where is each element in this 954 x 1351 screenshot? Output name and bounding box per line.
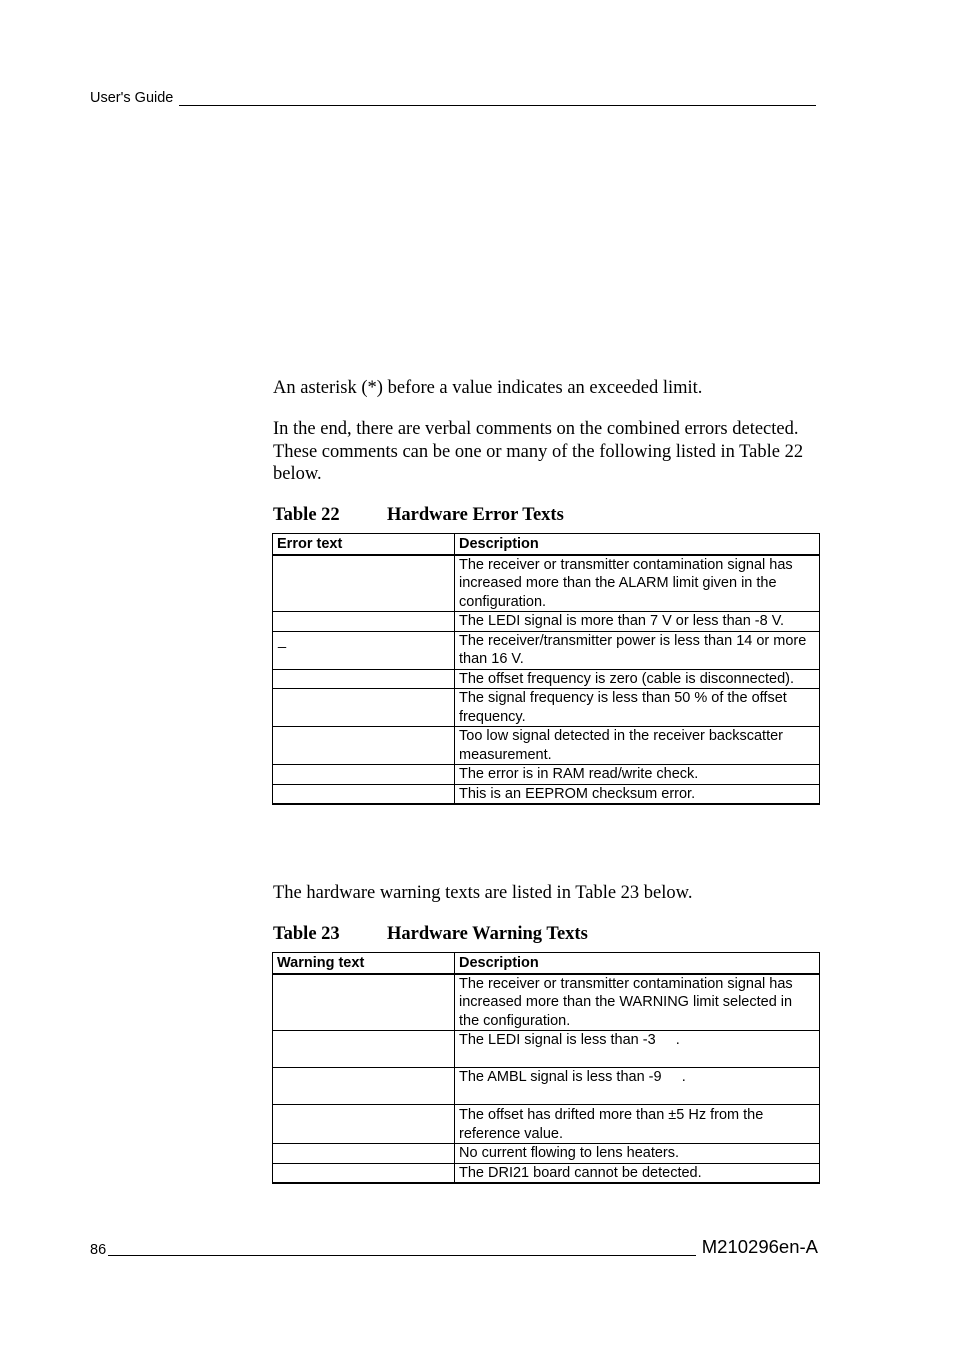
table-row xyxy=(273,689,820,727)
table22-caption xyxy=(273,505,564,526)
page-number: 86 xyxy=(90,1242,107,1258)
table-row xyxy=(273,727,820,765)
description-cell: The signal frequency is less than 50 % of the offset frequency. xyxy=(455,689,820,727)
table23-title: Hardware Warning Texts xyxy=(387,924,588,944)
warning-text-cell xyxy=(273,974,455,1031)
description-cell: The receiver/transmitter power is less than 14 or more than 16 V. xyxy=(455,631,820,669)
description-cell: The DRI21 board cannot be detected. xyxy=(455,1163,820,1183)
description-cell: The LEDI signal is less than -3 . xyxy=(455,1031,820,1068)
description-cell: The LEDI signal is more than 7 V or less than -8 V. xyxy=(455,612,820,632)
table-row xyxy=(273,1068,820,1105)
table-header-row xyxy=(273,534,820,555)
header-title: User's Guide xyxy=(90,90,174,106)
description-cell: The error is in RAM read/write check. xyxy=(455,765,820,785)
warning-text-cell xyxy=(273,1068,455,1105)
warning-text-cell xyxy=(273,1163,455,1183)
table-row xyxy=(273,555,820,612)
table-row xyxy=(273,612,820,632)
header-rule xyxy=(179,93,816,106)
error-text-cell xyxy=(273,727,455,765)
table-row xyxy=(273,1105,820,1144)
description-cell: The AMBL signal is less than -9 . xyxy=(455,1068,820,1105)
table23-number: Table 23 xyxy=(273,924,340,944)
description-cell: The receiver or transmitter contamination signal has increased more than the ALARM limit given in the configuration. xyxy=(455,555,820,612)
table22-title: Hardware Error Texts xyxy=(387,505,564,525)
column-header-description: Description xyxy=(455,953,820,974)
table-header-row xyxy=(273,953,820,974)
error-text-cell xyxy=(273,612,455,632)
column-header-warning-text: Warning text xyxy=(273,953,455,974)
hardware-warning-table xyxy=(272,952,820,1184)
table-row xyxy=(273,631,820,669)
table-row xyxy=(273,784,820,804)
warning-text-cell xyxy=(273,1105,455,1144)
document-code: M210296en-A xyxy=(701,1236,818,1257)
warning-text-cell xyxy=(273,1144,455,1164)
table-row xyxy=(273,1144,820,1164)
paragraph-verbal-comments: In the end, there are verbal comments on the combined errors detected. These comments can be one or many of the following listed in Table 22 below. xyxy=(273,419,804,484)
table-row xyxy=(273,1031,820,1068)
table-row xyxy=(273,765,820,785)
error-text-cell xyxy=(273,669,455,689)
description-cell: No current flowing to lens heaters. xyxy=(455,1144,820,1164)
footer-rule xyxy=(108,1243,696,1256)
paragraph-asterisk: An asterisk (*) before a value indicates an exceeded limit. xyxy=(273,378,703,398)
hardware-error-table xyxy=(272,533,820,805)
page-footer xyxy=(90,1236,818,1258)
description-cell: The offset frequency is zero (cable is disconnected). xyxy=(455,669,820,689)
table22-number: Table 22 xyxy=(273,505,340,525)
error-text-cell xyxy=(273,765,455,785)
error-text-cell xyxy=(273,784,455,804)
error-text-cell xyxy=(273,689,455,727)
description-cell: This is an EEPROM checksum error. xyxy=(455,784,820,804)
error-text-cell xyxy=(273,555,455,612)
description-cell: The receiver or transmitter contamination signal has increased more than the WARNING limit selected in the configuration. xyxy=(455,974,820,1031)
description-cell: The offset has drifted more than ±5 Hz from the reference value. xyxy=(455,1105,820,1144)
warning-text-cell xyxy=(273,1031,455,1068)
table-row xyxy=(273,974,820,1031)
table-row xyxy=(273,1163,820,1183)
column-header-description: Description xyxy=(455,534,820,555)
page-header xyxy=(90,90,816,106)
error-text-cell: _ xyxy=(273,631,455,669)
column-header-error-text: Error text xyxy=(273,534,455,555)
paragraph-warning-texts: The hardware warning texts are listed in Table 23 below. xyxy=(273,883,693,903)
description-cell: Too low signal detected in the receiver backscatter measurement. xyxy=(455,727,820,765)
table-row xyxy=(273,669,820,689)
table23-caption xyxy=(273,924,588,945)
